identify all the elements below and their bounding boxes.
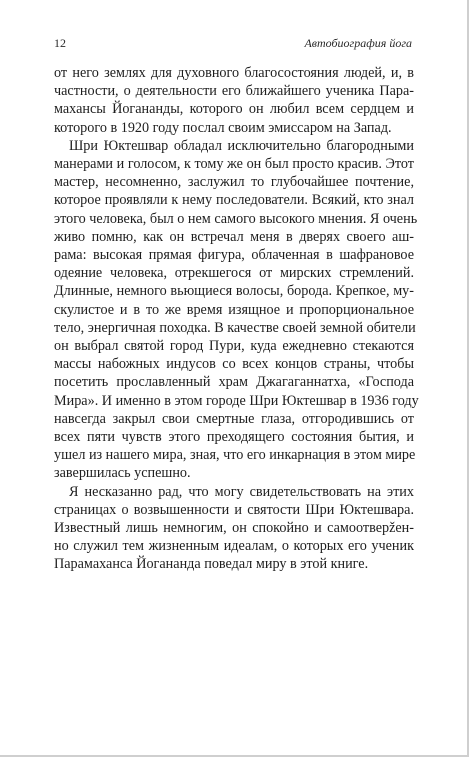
text-line: частности, о деятельности его ближайшего ученика Пара- [54, 83, 414, 100]
page-header [54, 36, 412, 52]
text-line: всех пяти чувств этого преходящего состояния бытия, и [54, 429, 414, 446]
text-line: от него землях для духовного благосостояния людей, и, в [54, 65, 414, 81]
text-line: махансы Йогананды, которого он любил всем сердцем и [54, 101, 414, 118]
text-line: Известный лишь немногим, он спокойно и самоотверžен- [54, 520, 414, 537]
text-line: массы набожных индусов со всех концов страны, чтобы [54, 356, 414, 373]
text-line: мастер, несомненно, заслужил то глубочайшее почтение, [54, 174, 414, 191]
text-line: он выбрал святой город Пури, куда ежедневно стекаются [54, 338, 414, 355]
text-line: рама: высокая прямая фигура, облаченная в шафрановое [54, 247, 414, 264]
text-line: навсегда закрыл свои смертные глаза, отгородившись от [54, 410, 414, 427]
text-line: одеяние человека, отрекшегося от мирских стремлений. [54, 265, 414, 282]
page-number: 12 [54, 36, 66, 50]
paragraph-1 [54, 64, 414, 137]
text-line: завершилась успешно. [54, 465, 191, 482]
text-line: которого в 1920 году послал своим эмиссаром на Запад. [54, 119, 392, 136]
text-line: посетить прославленный храм Джагаганнатха, «Господа [54, 374, 414, 391]
text-line: Шри Юктешвар обладал исключительно благородными [69, 137, 414, 154]
text-line: но служил тем жизненным идеалам, о которых его ученик [54, 538, 414, 555]
paragraph-3 [54, 483, 414, 574]
text-line: Мира». И именно в этом городе Шри Юктешвар в 1936 году [54, 392, 419, 409]
text-line: ушел из нашего мира, зная, что его инкарнация в этом мире [54, 447, 416, 464]
paragraph-2 [54, 137, 419, 483]
text-line: Я несказанно рад, что могу свидетельствовать на этих [69, 483, 414, 500]
text-line: этого человека, был о нем самого высокого мнения. Я очень [54, 210, 418, 227]
text-line: скулистое и в то же время изящное и пропорциональное [54, 301, 414, 318]
text-line: Парамаханса Йогананда поведал миру в этой книге. [54, 556, 369, 573]
text-line: которое проявляли к нему последователи. Всякий, кто знал [54, 192, 414, 209]
text-line: манерами и голосом, к тому же он был просто красив. Этот [54, 156, 414, 173]
text-line: тело, энергичная походка. В качестве своей земной обители [54, 319, 416, 336]
text-line: живо помню, как он встречал меня в дверях своего аш- [54, 228, 414, 245]
running-title: Автобиография йога [304, 36, 412, 50]
text-line: страницах о возвышенности и святости Шри Юктешвара. [54, 501, 414, 518]
body-text [54, 64, 419, 574]
text-line: Длинные, немного вьющиеся волосы, борода. Крепкое, му- [54, 283, 414, 300]
